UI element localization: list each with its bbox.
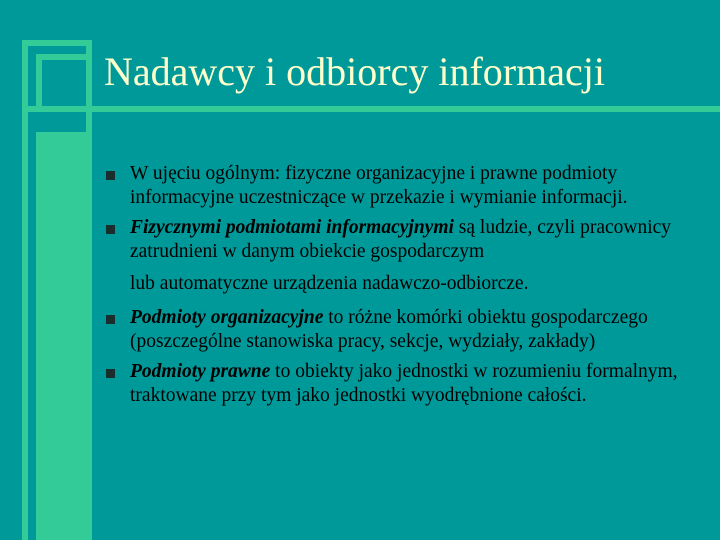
frame-decoration [22, 40, 92, 46]
bullet-term: Podmioty organizacyjne [130, 307, 324, 328]
bullet-text: lub automatyczne urządzenia nadawczo-odbiorcze. [130, 273, 529, 294]
frame-decoration [22, 112, 28, 540]
frame-decoration [86, 40, 92, 112]
frame-decoration [86, 112, 92, 540]
bullet-text: to obiekty jako jednostki w rozumieniu formalnym, traktowane przy tym jako jednostki wyodrębnione całości. [130, 361, 678, 406]
square-bullet-icon [106, 225, 115, 234]
frame-decoration [22, 106, 92, 112]
frame-decoration [36, 54, 86, 60]
bullet-item [104, 162, 700, 210]
bullet-item [104, 216, 700, 296]
slide-title: Nadawcy i odbiorcy informacji [104, 49, 605, 94]
bullet-item [104, 306, 700, 354]
bullet-term: Fizycznymi podmiotami informacyjnymi [130, 217, 454, 238]
bullet-term: Podmioty prawne [130, 361, 271, 382]
bullet-text: to różne komórki obiektu gospodarczego (poszczególne stanowiska pracy, sekcje, wydziały, zakłady) [130, 307, 648, 352]
square-bullet-icon [106, 315, 115, 324]
title-underline [92, 106, 720, 112]
bullet-item [104, 360, 700, 408]
square-bullet-icon [106, 171, 115, 180]
square-bullet-icon [106, 369, 115, 378]
bullet-text: są ludzie, czyli pracownicy zatrudnieni w danym obiekcie gospodarczym [130, 217, 672, 262]
frame-decoration [22, 40, 28, 112]
bullet-list [104, 162, 700, 408]
frame-decoration [36, 54, 42, 106]
bullet-text: W ujęciu ogólnym: fizyczne organizacyjne i prawne podmioty informacyjne uczestniczące w przekazie i wymianie informacji. [130, 163, 628, 208]
frame-decoration [36, 138, 86, 540]
